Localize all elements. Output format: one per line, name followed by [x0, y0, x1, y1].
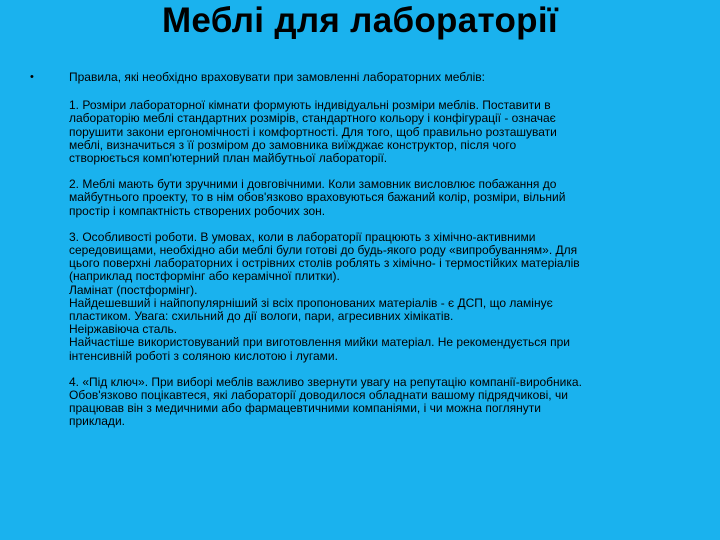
paragraph-line: лабораторію меблі стандартних розмірів, стандартного кольору і конфігурації - означає	[69, 111, 556, 126]
paragraph-line: (наприклад постформінг або керамічної плитки).	[69, 269, 340, 284]
paragraph-line: інтенсивній роботі з соляною кислотою і лугами.	[69, 348, 338, 363]
paragraph-line: майбутнього проекту, то в нім обов'язково враховуються бажаний колір, розміри, вільний	[69, 190, 566, 205]
paragraph-2	[69, 178, 669, 218]
intro-text: Правила, які необхідно враховувати при замовленні лабораторних меблів:	[69, 70, 485, 84]
slide-body	[69, 71, 669, 429]
paragraph-line: простір і компактність створених робочих зон.	[69, 203, 326, 218]
slide-title: Меблі для лабораторії	[161, 1, 559, 40]
paragraph-line: Обов'язково поцікавтеся, які лабораторії доводилося обладнати вашому підрядчикові, чи	[69, 388, 568, 403]
paragraph-line: працював він з медичними або фармацевтичними компаніями, і чи можна поглянути	[69, 401, 541, 416]
paragraph-4	[69, 376, 669, 429]
paragraph-line: меблі, визначиться з її розміром до замовника виїжджає конструктор, після чого	[69, 137, 517, 152]
paragraph-line: Ламінат (постформінг).	[69, 282, 198, 297]
paragraph-list	[69, 99, 669, 428]
paragraph-line: створюється комп'ютерний план майбутньої лабораторії.	[69, 151, 388, 166]
paragraph-line: 2. Меблі мають бути зручними і довговічними. Коли замовник висловлює побажання до	[69, 177, 557, 192]
paragraph-line: порушити закони ергономічності і комфортності. Для того, щоб правильно розташувати	[69, 124, 557, 139]
paragraph-line: Найчастіше використовуваний при виготовлення мийки матеріал. Не рекомендується при	[69, 335, 570, 350]
bullet-marker: •	[30, 71, 34, 83]
paragraph-line: 1. Розміри лабораторної кімнати формують індивідуальні розміри меблів. Поставити в	[69, 98, 551, 113]
paragraph-line: цього поверхні лабораторних і острівних столів роблять з хімічно- і термостійких матеріалів	[69, 256, 580, 271]
paragraph-line: 4. «Під ключ». При виборі меблів важливо звернути увагу на репутацію компанії-виробника.	[69, 374, 582, 389]
paragraph-line: Найдешевший і найпопулярніший зі всіх пропонованих матеріалів - є ДСП, що ламінує	[69, 295, 553, 310]
paragraph-3	[69, 231, 669, 363]
paragraph-line: пластиком. Увага: схильний до дії вологи, пари, агресивних хімікатів.	[69, 309, 454, 324]
paragraph-line: середовищами, необхідно аби меблі були готові до будь-якого роду «випробуванням». Для	[69, 243, 578, 258]
paragraph-line: 3. Особливості роботи. В умовах, коли в лабораторії працюють з хімічно-активними	[69, 229, 536, 244]
paragraph-1	[69, 99, 669, 165]
paragraph-line: приклади.	[69, 414, 125, 429]
paragraph-line: Неіржавіюча сталь.	[69, 322, 178, 337]
